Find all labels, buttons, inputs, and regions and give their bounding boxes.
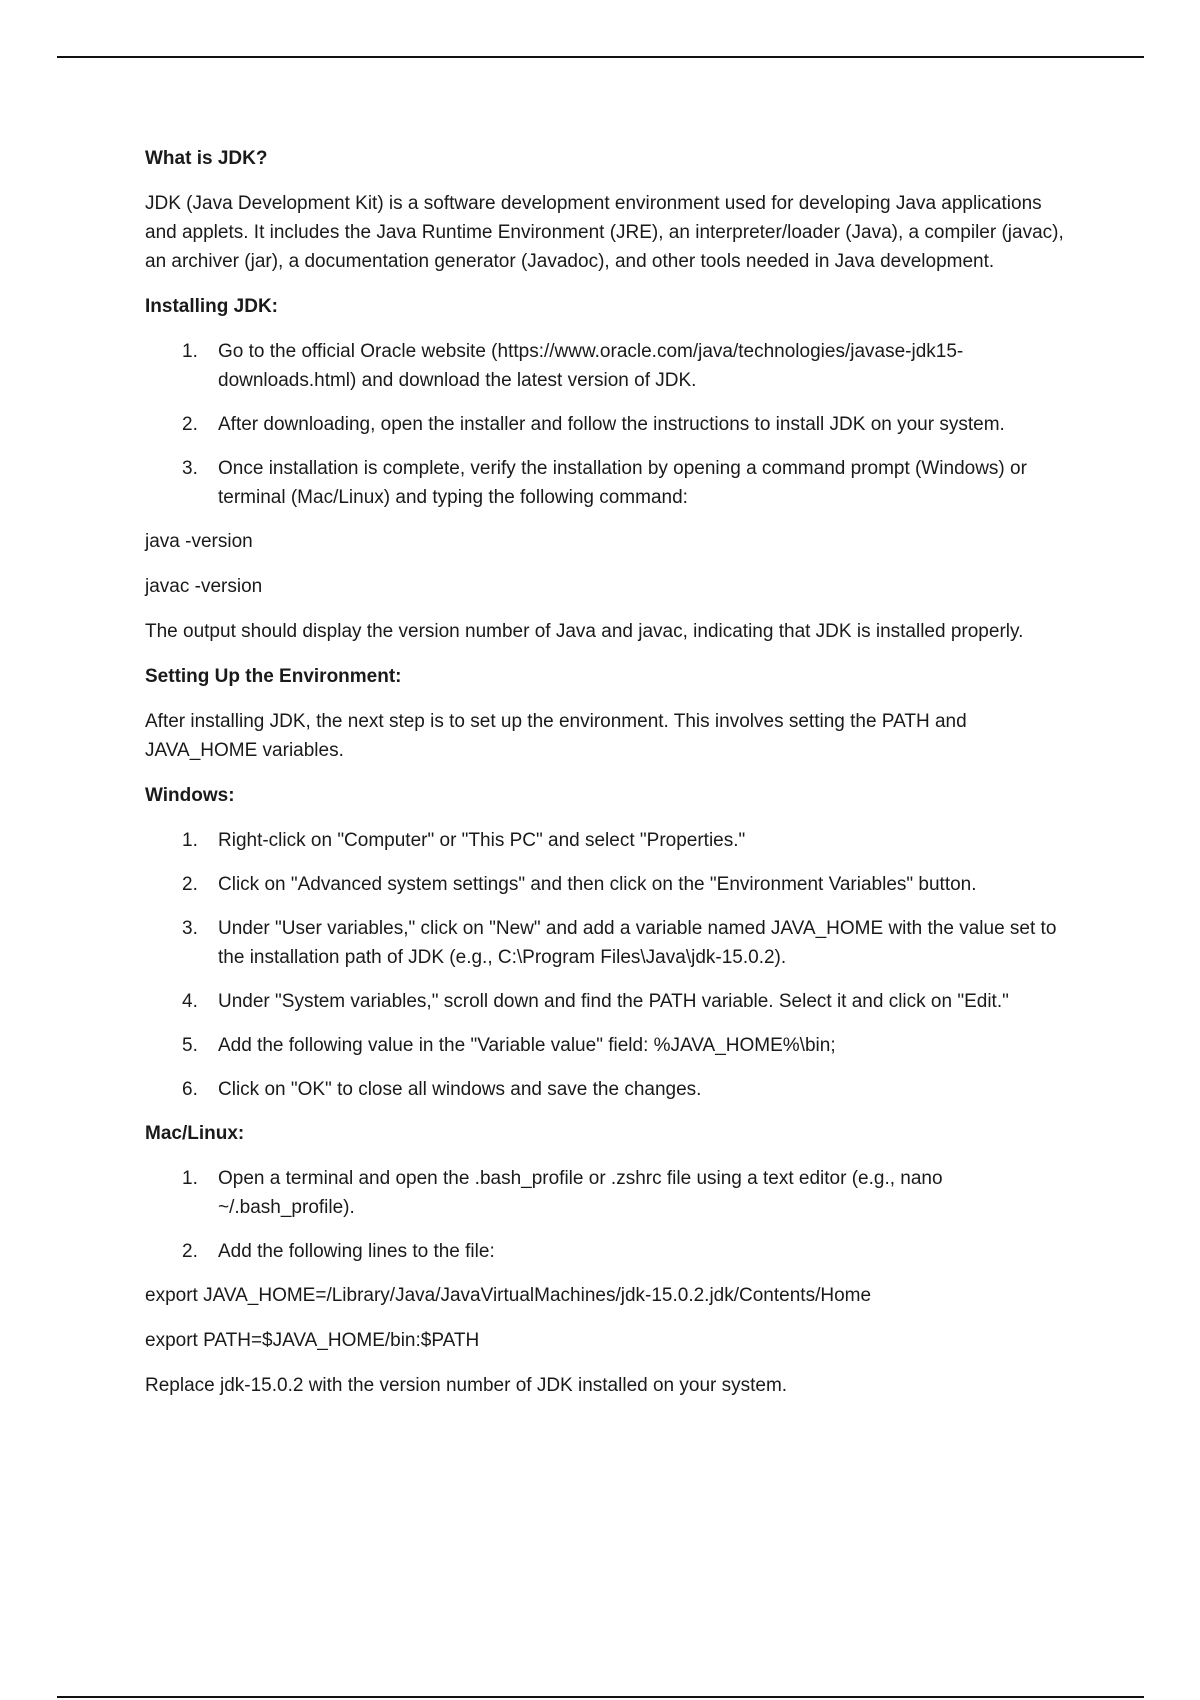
list-item-text: Under "System variables," scroll down and find the PATH variable. Select it and click on "Edit." bbox=[218, 991, 1009, 1012]
list-number: 5. bbox=[182, 1035, 198, 1056]
list-number: 4. bbox=[182, 991, 198, 1012]
list-item-text: Go to the official Oracle website (https://www.oracle.com/java/technologies/javase-jdk15-downloads.html) and download the latest version of JDK. bbox=[218, 341, 964, 391]
list-item-text: Add the following value in the "Variable value" field: %JAVA_HOME%\bin; bbox=[218, 1035, 836, 1056]
command-javac-version: javac -version bbox=[145, 576, 263, 597]
list-item bbox=[145, 987, 1075, 1016]
list-item bbox=[145, 1031, 1075, 1060]
list-number: 3. bbox=[182, 918, 198, 939]
paragraph-environment-description: After installing JDK, the next step is to set up the environment. This involves setting the PATH and JAVA_HOME variables. bbox=[145, 711, 967, 761]
export-path-line: export PATH=$JAVA_HOME/bin:$PATH bbox=[145, 1330, 480, 1351]
heading-mac-linux: Mac/Linux: bbox=[145, 1123, 245, 1144]
list-number: 6. bbox=[182, 1079, 198, 1100]
list-item bbox=[145, 914, 1075, 972]
list-item-text: After downloading, open the installer and follow the instructions to install JDK on your system. bbox=[218, 414, 1005, 435]
list-item bbox=[145, 870, 1075, 899]
list-item bbox=[145, 826, 1075, 855]
list-item-text: Once installation is complete, verify the installation by opening a command prompt (Windows) or terminal (Mac/Linux) and typing the following command: bbox=[218, 458, 1027, 508]
installing-steps-list bbox=[145, 337, 1075, 512]
heading-what-is-jdk: What is JDK? bbox=[145, 148, 268, 169]
document-body bbox=[145, 144, 1075, 1416]
list-number: 1. bbox=[182, 830, 198, 851]
list-number: 1. bbox=[182, 341, 198, 362]
list-item bbox=[145, 1164, 1075, 1222]
list-number: 1. bbox=[182, 1168, 198, 1189]
list-item-text: Click on "OK" to close all windows and save the changes. bbox=[218, 1079, 702, 1100]
list-number: 2. bbox=[182, 414, 198, 435]
list-item bbox=[145, 337, 1075, 395]
mac-linux-steps-list bbox=[145, 1164, 1075, 1266]
command-java-version: java -version bbox=[145, 531, 253, 552]
list-item-text: Under "User variables," click on "New" and add a variable named JAVA_HOME with the value set to the installation path of JDK (e.g., C:\Program Files\Java\jdk-15.0.2). bbox=[218, 918, 1057, 968]
list-number: 2. bbox=[182, 1241, 198, 1262]
heading-setting-up-environment: Setting Up the Environment: bbox=[145, 666, 402, 687]
export-java-home-line: export JAVA_HOME=/Library/Java/JavaVirtualMachines/jdk-15.0.2.jdk/Contents/Home bbox=[145, 1285, 872, 1306]
windows-steps-list bbox=[145, 826, 1075, 1104]
paragraph-jdk-description: JDK (Java Development Kit) is a software development environment used for developing Java applications and applets. It includes the Java Runtime Environment (JRE), an interpreter/loader (Java), a compiler (javac), an archiver (jar), a documentation generator (Javadoc), and other tools needed in Java development. bbox=[145, 193, 1064, 272]
heading-windows: Windows: bbox=[145, 785, 235, 806]
paragraph-replace-note: Replace jdk-15.0.2 with the version number of JDK installed on your system. bbox=[145, 1375, 788, 1396]
list-item bbox=[145, 1075, 1075, 1104]
list-item-text: Click on "Advanced system settings" and then click on the "Environment Variables" button. bbox=[218, 874, 977, 895]
list-item bbox=[145, 410, 1075, 439]
list-item-text: Open a terminal and open the .bash_profile or .zshrc file using a text editor (e.g., nano ~/.bash_profile). bbox=[218, 1168, 943, 1218]
list-item-text: Add the following lines to the file: bbox=[218, 1241, 495, 1262]
page-top-rule bbox=[57, 56, 1144, 58]
list-item bbox=[145, 1237, 1075, 1266]
list-item-text: Right-click on "Computer" or "This PC" and select "Properties." bbox=[218, 830, 746, 851]
page-bottom-rule bbox=[57, 1696, 1144, 1698]
list-number: 3. bbox=[182, 458, 198, 479]
heading-installing-jdk: Installing JDK: bbox=[145, 296, 279, 317]
list-item bbox=[145, 454, 1075, 512]
paragraph-output-note: The output should display the version number of Java and javac, indicating that JDK is installed properly. bbox=[145, 621, 1024, 642]
list-number: 2. bbox=[182, 874, 198, 895]
